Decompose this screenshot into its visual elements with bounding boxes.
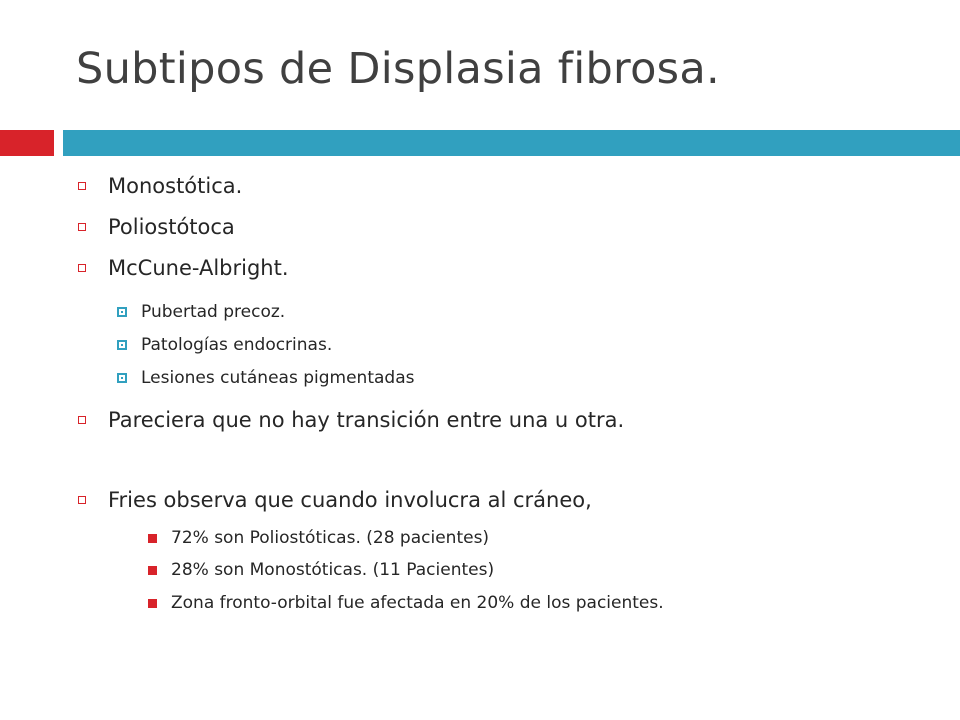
sub-sub-bullet-text: 28% son Monostóticas. (11 Pacientes) bbox=[171, 560, 495, 580]
square-bullet-icon bbox=[78, 416, 86, 424]
bullet-text: Poliostótoca bbox=[108, 215, 235, 239]
filled-square-bullet-icon bbox=[148, 534, 157, 543]
bullet-text: Pareciera que no hay transición entre una u otra. bbox=[108, 408, 625, 432]
sub-bullet-item bbox=[117, 302, 285, 322]
slide-title: Subtipos de Displasia fibrosa. bbox=[76, 44, 721, 94]
sub-bullet-item bbox=[117, 335, 332, 355]
bullet-text: McCune-Albright. bbox=[108, 256, 289, 280]
filled-square-bullet-icon bbox=[148, 599, 157, 608]
sub-bullet-item bbox=[117, 368, 414, 388]
square-bullet-icon bbox=[78, 264, 86, 272]
sub-sub-bullet-item bbox=[148, 560, 494, 580]
title-accent-bar-blue bbox=[63, 130, 960, 156]
sub-bullet-text: Pubertad precoz. bbox=[141, 302, 286, 322]
bullet-text: Monostótica. bbox=[108, 174, 243, 198]
bullet-item bbox=[78, 256, 289, 280]
bullet-text: Fries observa que cuando involucra al cráneo, bbox=[108, 488, 592, 512]
bullet-item bbox=[78, 408, 624, 432]
square-bullet-icon bbox=[78, 496, 86, 504]
square-bullet-icon bbox=[78, 223, 86, 231]
sub-sub-bullet-text: Zona fronto-orbital fue afectada en 20% de los pacientes. bbox=[171, 593, 664, 613]
sub-sub-bullet-text: 72% son Poliostóticas. (28 pacientes) bbox=[171, 528, 490, 548]
square-bullet-icon bbox=[78, 182, 86, 190]
bullet-item bbox=[78, 215, 235, 239]
sub-sub-bullet-item bbox=[148, 593, 664, 613]
bullet-item bbox=[78, 488, 592, 512]
sub-sub-bullet-item bbox=[148, 528, 489, 548]
framed-square-bullet-icon bbox=[117, 373, 127, 383]
sub-bullet-text: Lesiones cutáneas pigmentadas bbox=[141, 368, 415, 388]
bullet-item bbox=[78, 174, 242, 198]
title-accent-bar-red bbox=[0, 130, 54, 156]
sub-bullet-text: Patologías endocrinas. bbox=[141, 335, 333, 355]
filled-square-bullet-icon bbox=[148, 566, 157, 575]
framed-square-bullet-icon bbox=[117, 307, 127, 317]
framed-square-bullet-icon bbox=[117, 340, 127, 350]
